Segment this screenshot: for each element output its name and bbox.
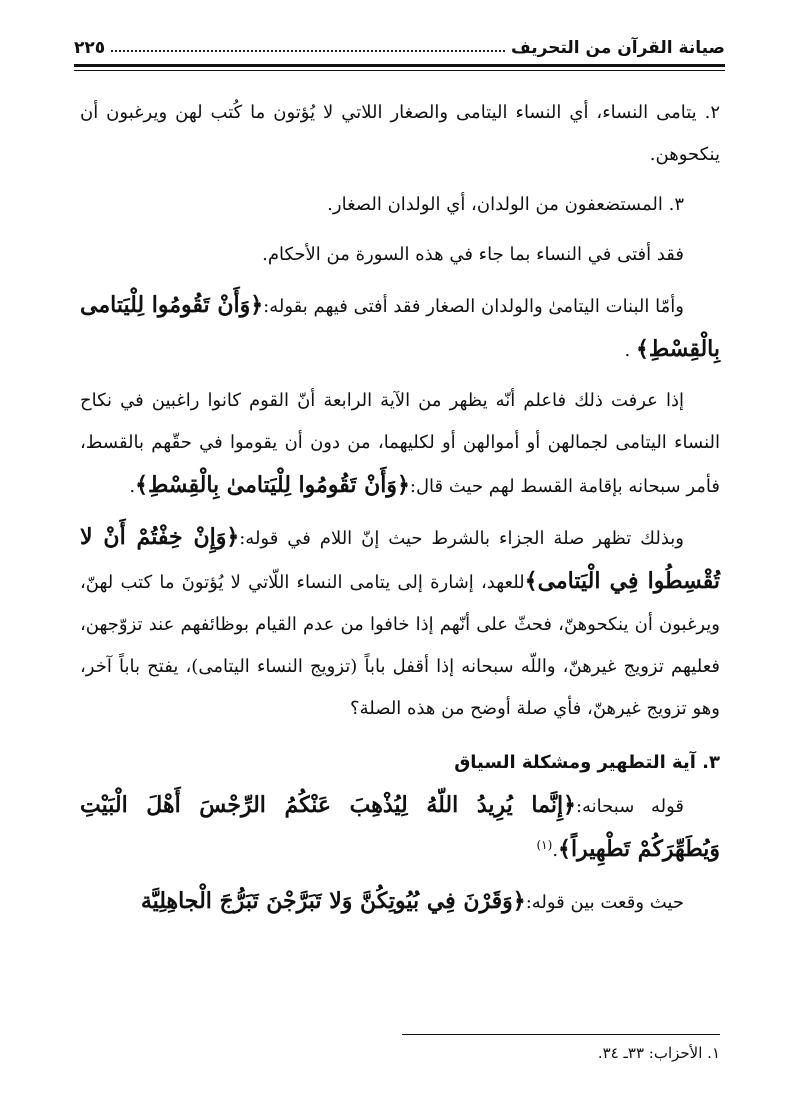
paragraph-5 — [80, 380, 720, 508]
section-heading: ٣. آية التطهير ومشكلة السياق — [454, 752, 720, 773]
header-rule-thick — [74, 64, 725, 67]
paragraph-7 — [80, 784, 720, 872]
footnote-1: ١. الأحزاب: ٣٣ـ ٣٤. — [597, 1044, 720, 1062]
quran-verse: ﴿وَقَرْنَ فِي بُيُوتِكُنَّ وَلا تَبَرَّجْنَ تَبَرُّجَ الْجاهِلِيَّة — [140, 888, 526, 914]
text-run: . — [552, 840, 559, 861]
text-run: إذا عرفت ذلك فاعلم أنّه يظهر من الآية الرابعة أنّ القوم كانوا راغبين في نكاح النساء اليتامى لجمالهن أو أموالهن أو لكليهما، من دون أن يقوموا في حقّهم بالقسط، فأمر سبحانه بإقامة القسط لهم حيث قال: — [80, 390, 720, 497]
text-run: . — [129, 476, 136, 497]
text-run: قوله سبحانه: — [575, 796, 685, 817]
text-run: ٣. المستضعفون من الولدان، أي الولدان الصغار. — [327, 194, 684, 215]
text-run: وأمّا البنات اليتامىٰ والولدان الصغار فقد أفتى فيهم بقوله: — [263, 296, 684, 317]
footnote-reference[interactable]: (١) — [536, 838, 553, 852]
paragraph-3 — [80, 234, 720, 276]
book-title: صيانة القرآن من التحريف — [511, 38, 725, 58]
text-run: وبذلك تظهر صلة الجزاء بالشرط حيث إنّ اللام في قوله: — [239, 528, 684, 549]
running-header — [74, 22, 725, 58]
paragraph-8 — [80, 880, 720, 924]
header-rule-thin — [74, 70, 725, 71]
paragraph-2 — [80, 184, 720, 226]
paragraph-6 — [80, 516, 720, 730]
text-run: ٢. يتامى النساء، أي النساء اليتامى والصغار اللاتي لا يُؤتون ما كُتب لهن ويرغبون أن ينكحوهن. — [80, 102, 720, 165]
text-run: . — [624, 340, 636, 361]
main-text — [80, 92, 720, 932]
quran-verse: ﴿وَأَنْ تَقُومُوا لِلْيَتامى بِالْقِسْطِ﴾ — [80, 292, 720, 362]
text-run: للعهد، إشارة إلى يتامى النساء اللّاتي لا يُؤتونَ ما كتب لهنّ، ويرغبون أن ينكحوهنّ، فحثّ على أنّهم إذا خافوا من عدم القيام بوظائفهم عند تزوّجهن، فعليهم تزويج غيرهنّ، واللّه سبحانه إذا أقفل باباً (تزويج النساء اليتامى)، يفتح باباً آخر، وهو تزويج غيرهنّ، فأي صلة أوضح من هذه الصلة؟ — [80, 572, 720, 719]
page-number: ٢٢٥ — [74, 38, 106, 58]
text-run: حيث وقعت بين قوله: — [525, 892, 684, 913]
footnote-separator — [402, 1034, 720, 1035]
quran-verse: ﴿وَإِنْ خِفْتُمْ أَنْ لا تُقْسِطُوا فِي الْيَتامى﴾ — [80, 524, 720, 594]
quran-verse: ﴿إِنَّما يُرِيدُ اللّهُ لِيُذْهِبَ عَنْكُمُ الرِّجْسَ أَهْلَ الْبَيْتِ وَيُطَهِّرَكُمْ تَطْهِيراً﴾ — [80, 792, 720, 862]
quran-verse: ﴿وَأَنْ تَقُومُوا لِلْيَتامىٰ بِالْقِسْطِ﴾ — [135, 472, 410, 498]
paragraph-4 — [80, 284, 720, 372]
paragraph-1 — [80, 92, 720, 176]
text-run: فقد أفتى في النساء بما جاء في هذه السورة من الأحكام. — [262, 244, 684, 265]
dotted-leader — [111, 50, 505, 52]
